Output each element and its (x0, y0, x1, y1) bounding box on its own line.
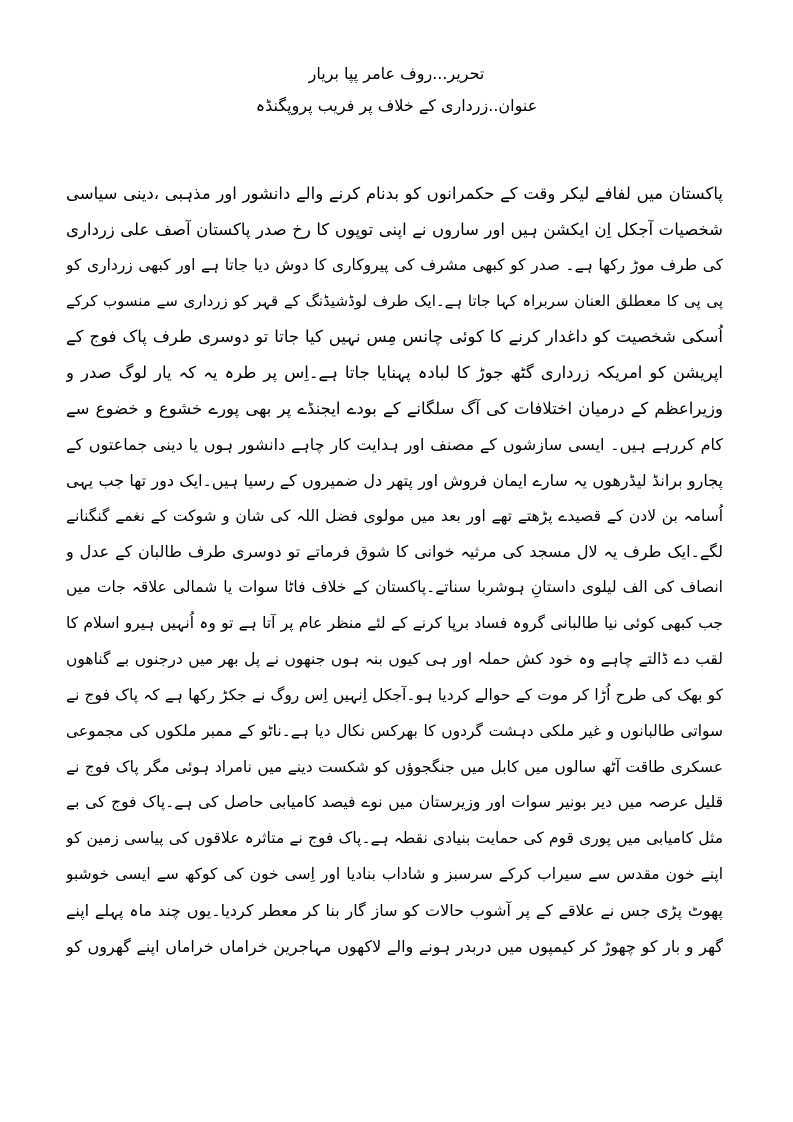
body-line: اپریشن کو امریکہ زرداری گٹھ جوڑ کا لبادہ پہنایا جاتا ہے۔اِس پر طرہ یہ کہ یار لوگ صدر و (66, 363, 723, 383)
body-line: شخصیات آجکل اِن ایکشن ہیں اور ساروں نے اپنی توپوں کا رخ صدر پاکستان آصف علی زرداری (66, 219, 723, 239)
body-line: وزیراعظم کے درمیان اختلافات کی آگ سلگانے کے بودے ایجنڈے پر بھی پورے خشوع و خضوع سے (66, 399, 723, 419)
body-line: مثل کامیابی میں پوری قوم کی حمایت بنیادی نقطہ ہے۔پاک فوج نے متاثرہ علاقوں کی پیاسی زمین کو (66, 829, 723, 848)
body-line: اُسکی شخصیت کو داغدار کرنے کا کوئی چانس مِس نہیں کیا جاتا تو دوسری طرف پاک فوج کے (66, 327, 723, 347)
body-line: گھر و بار کو چھوڑ کر کیمپوں میں دربدر ہونے والے لاکھوں مہاجرین خراماں خراماں اپنے گھروں کو (66, 936, 723, 956)
body-line: انصاف کی الف لیلوی داستانِ ہوشربا سناتے۔پاکستان کے خلاف فاٹا سوات یا شمالی علاقہ جات میں (66, 578, 723, 597)
article-body (66, 176, 723, 965)
body-line: لگے۔ایک طرف یہ لال مسجد کی مرثیہ خوانی کا شوق فرماتے تو دوسری طرف طالبان کے عدل و (66, 542, 723, 562)
body-line: سواتی طالبانوں و غیر ملکی دہشت گردوں کا بھرکس نکال دیا ہے۔ناٹو کے ممبر ملکوں کی مجموعی (66, 721, 723, 740)
body-line: اپنے خون مقدس سے سیراب کرکے سرسبز و شاداب بنادیا اور اِسی خون کی کوکھ سے ایسی خوشبو (66, 865, 723, 884)
body-line: پھوٹ پڑی جس نے علاقے کے پر آشوب حالات کو ساز گار بنا کر معطر کردیا۔یوں چند ماہ پہلے اپنے (66, 900, 723, 920)
body-line: پی پی کا معطلق العنان سربراہ کہا جاتا ہے۔ایک طرف لوڈشیڈنگ کے قہر کو زرداری سے منسوب کرکے (66, 291, 723, 310)
author-line: تحریر...روف عامر پپا بریار (308, 64, 485, 83)
subject-line: عنوان..زرداری کے خلاف پر فریب پروپگنڈہ (255, 96, 538, 115)
body-line: کی طرف موڑ رکھا ہے۔ صدر کو کبھی مشرف کی پیروکاری کا دوش دیا جاتا ہے اور کبھی زرداری کو (66, 255, 723, 274)
body-line: پجارو برانڈ لیڈرھوں یہ سارے ایمان فروش اور پتھر دل ضمیروں کے رسیا ہیں۔ایک دور تھا جب یہی (66, 470, 723, 490)
body-line: پاکستان میں لفافے لیکر وقت کے حکمرانوں کو بدنام کرنے والے دانشور اور مذہبی ،دینی سیاسی (66, 184, 723, 203)
body-line: عسکری طاقت آٹھ سالوں میں کابل میں جنگجوؤں کو شکست دینے میں نامراد ہوئی مگر پاک فوج نے (66, 757, 723, 776)
body-line: قلیل عرصہ میں دیر بونیر سوات اور وزیرستان میں نوے فیصد کامیابی حاصل کی ہے۔پاک فوج کی بے (66, 793, 723, 812)
body-line: لقب دے ڈالتے چاہے وہ خود کش حملہ اور ہی کیوں بنہ ہوں جنھوں نے پل بھر میں درجنوں بے گناھوں (66, 649, 723, 668)
body-line: جب کبھی کوئی نیا طالبانی گروہ فساد برپا کرنے کے لئے منظر عام پر آتا ہے تو وہ اُنہیں ہیرو اسلام کا (66, 614, 723, 633)
body-line: کام کررہے ہیں۔ ایسی سازشوں کے مصنف اور ہدایت کار چاہے دانشور ہوں یا دینی جماعتوں کے (66, 434, 723, 454)
body-line: کو بھک کی طرح اُڑا کر موت کے حوالے کردیا ہو۔آجکل اِنہیں اِس روگ نے جکڑ رکھا ہے کہ پاک فوج نے (66, 685, 723, 704)
body-line: اُسامہ بن لادن کے قصیدے پڑھتے تھے اور بعد میں مولوی فضل اللہ کی شان و شوکت کے نغمے گنگنانے (66, 506, 723, 525)
subject-header (0, 96, 793, 116)
byline (0, 64, 793, 84)
